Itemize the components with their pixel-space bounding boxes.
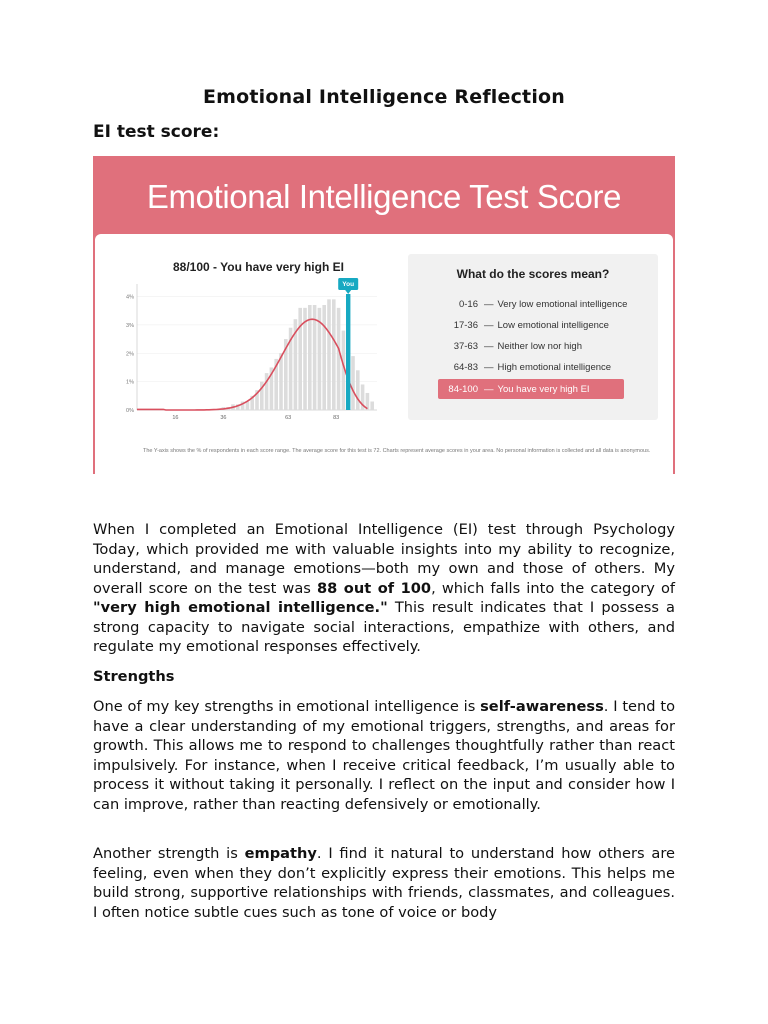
legend-row-high: 64-83 — High emotional intelligence <box>438 357 628 377</box>
self-awareness-emphasis: self-awareness <box>480 698 604 715</box>
score-distribution-chart <box>115 278 385 428</box>
histogram-bar <box>279 353 283 410</box>
category-emphasis: "very high emotional intelligence." <box>93 599 388 616</box>
histogram-bar <box>332 299 336 410</box>
y-tick-label: 2% <box>126 351 134 358</box>
intro-paragraph <box>93 520 675 657</box>
text-run: . I tend to have a clear understanding of my emotional triggers, strengths, and areas for growth. This allows me to respond to challenges thoughtfully rather than react impulsively. For instance, when I receive critical feedback, I’m usually able to process it without taking it personally. I reflect on the input and consider how I can improve, rather than reacting defensively or emotionally. <box>93 698 675 813</box>
legend-range: 84-100 <box>448 383 478 395</box>
x-tick-label: 16 <box>172 415 179 421</box>
score-banner-title: Emotional Intelligence Test Score <box>146 178 622 215</box>
histogram-bar <box>356 370 360 410</box>
document-title: Emotional Intelligence Reflection <box>202 86 566 108</box>
you-marker-pointer <box>345 290 351 294</box>
legend-row-neither: 37-63 — Neither low nor high <box>438 336 628 356</box>
text-run: When I completed an Emotional Intelligence (EI) test through Psychology Today, which provided me with valuable insights into my ability to recognize, understand, and manage emotions—both my own and those of others. My overall score on the test was <box>93 521 675 597</box>
legend-row-very-low: 0-16 — Very low emotional intelligence <box>438 294 628 314</box>
you-marker-label: You <box>342 281 355 288</box>
legend-range: 64-83 <box>453 361 478 373</box>
text-run: , which falls into the category of <box>431 579 676 597</box>
legend-label: You have very high EI <box>497 383 590 395</box>
chart-heading: 88/100 - You have very high EI <box>173 260 344 274</box>
empathy-paragraph <box>93 844 675 922</box>
text-run: This result indicates that I possess a strong capacity to navigate social interactions, empathize with others, and regulate my emotional responses effectively. <box>93 599 675 655</box>
text-run: One of my key strengths in emotional intelligence is <box>93 698 481 715</box>
legend-range: 0-16 <box>458 298 478 310</box>
histogram-bar <box>337 308 341 410</box>
histogram-bar <box>370 401 374 410</box>
strengths-heading: Strengths <box>93 668 175 685</box>
score-emphasis: 88 out of 100 <box>316 579 432 597</box>
x-tick-label: 63 <box>285 415 292 421</box>
y-tick-label: 1% <box>126 379 134 386</box>
text-run: Another strength is <box>93 845 245 862</box>
legend-range: 17-36 <box>453 319 478 331</box>
ei-score-subheading: EI test score: <box>93 122 220 142</box>
histogram-bar <box>351 356 355 410</box>
y-tick-label: 3% <box>126 322 134 329</box>
legend-label: Neither low nor high <box>497 340 582 352</box>
legend-row-low: 17-36 — Low emotional intelligence <box>438 315 628 335</box>
histogram-bar <box>327 299 331 410</box>
you-marker-line <box>346 294 350 410</box>
histogram-bar <box>322 305 326 410</box>
text-run: . I find it natural to understand how others are feeling, even when they don’t explicitly express their emotions. This helps me build strong, supportive relationships with friends, classmates, and colleagues. I often notice subtle cues such as tone of voice or body <box>93 845 675 921</box>
score-legend <box>408 254 658 420</box>
x-tick-label: 36 <box>220 415 227 421</box>
x-tick-label: 83 <box>333 415 340 421</box>
ei-score-image <box>93 156 675 474</box>
legend-range: 37-63 <box>453 340 478 352</box>
legend-title: What do the scores mean? <box>456 267 610 281</box>
legend-row-very-high: 84-100 — You have very high EI <box>438 379 624 399</box>
legend-label: Very low emotional intelligence <box>497 298 628 310</box>
y-tick-label: 4% <box>126 294 134 301</box>
score-panel <box>95 234 673 474</box>
self-awareness-paragraph <box>93 697 675 814</box>
legend-label: Low emotional intelligence <box>497 319 609 331</box>
legend-label: High emotional intelligence <box>497 361 612 373</box>
chart-footnote: The Y-axis shows the % of respondents in each score range. The average score for this test is 72. Charts represent average scores in your area. No personal information is collected and all data is anonymous. <box>143 448 651 454</box>
histogram-bar <box>298 308 302 410</box>
y-tick-label: 0% <box>126 408 134 414</box>
empathy-emphasis: empathy <box>244 845 317 862</box>
